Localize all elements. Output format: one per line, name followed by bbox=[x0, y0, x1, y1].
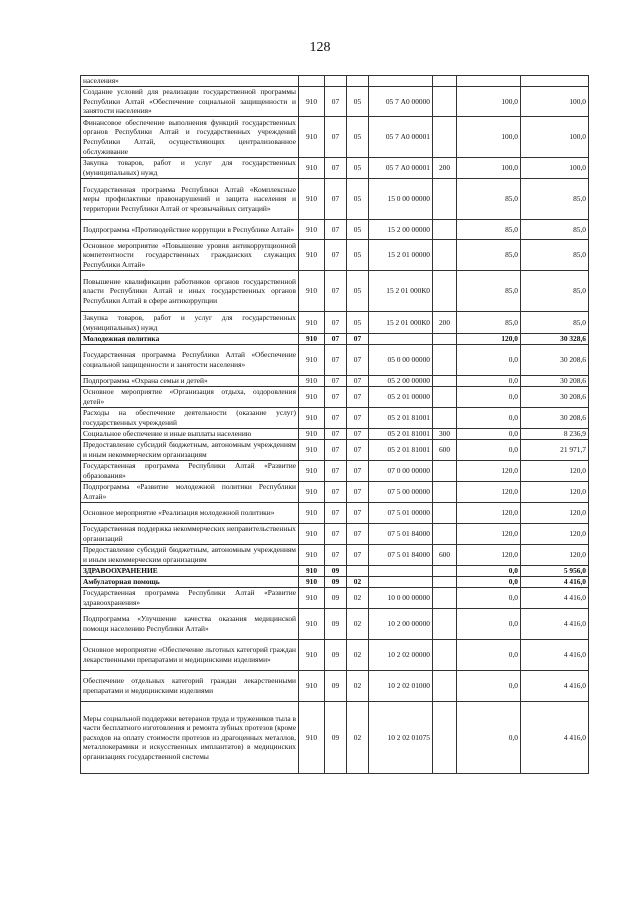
table-row bbox=[81, 566, 589, 577]
row-vr bbox=[433, 408, 457, 429]
row-value-1: 100,0 bbox=[457, 158, 521, 179]
table-row bbox=[81, 702, 589, 774]
row-rz: 07 bbox=[325, 334, 347, 345]
row-cs: 15 2 01 00000 bbox=[369, 240, 433, 271]
row-pr: 02 bbox=[347, 702, 369, 774]
row-value-1: 0,0 bbox=[457, 588, 521, 609]
table-row bbox=[81, 345, 589, 376]
row-value-2: 4 416,0 bbox=[521, 702, 589, 774]
row-rz: 07 bbox=[325, 376, 347, 387]
row-pr: 02 bbox=[347, 577, 369, 588]
row-name: Социальное обеспечение и иные выплаты населению bbox=[81, 429, 299, 440]
row-value-2: 4 416,0 bbox=[521, 671, 589, 702]
row-value-1: 0,0 bbox=[457, 387, 521, 408]
row-rz: 07 bbox=[325, 240, 347, 271]
row-cs: 10 2 02 01000 bbox=[369, 671, 433, 702]
row-value-2: 30 208,6 bbox=[521, 408, 589, 429]
row-cs: 15 2 01 000К0 bbox=[369, 271, 433, 312]
row-rz: 07 bbox=[325, 87, 347, 117]
table-row bbox=[81, 671, 589, 702]
row-pr: 07 bbox=[347, 440, 369, 461]
row-value-2: 100,0 bbox=[521, 117, 589, 158]
row-name: Амбулаторная помощь bbox=[81, 577, 299, 588]
row-cs: 05 2 01 00000 bbox=[369, 387, 433, 408]
row-name: Закупка товаров, работ и услуг для государственных (муниципальных) нужд bbox=[81, 312, 299, 334]
row-name: Меры социальной поддержки ветеранов труда и тружеников тыла в части бесплатного изготовления и ремонта зубных протезов (кроме расходов на оплату стоимости протезов из драгоценных металлов, металлокерамики и искусственных имплантатов) в медицинских организациях государственной системы bbox=[81, 702, 299, 774]
row-pr: 05 bbox=[347, 312, 369, 334]
row-cs bbox=[369, 76, 433, 87]
row-value-2: 4 416,0 bbox=[521, 609, 589, 640]
row-cs: 07 5 00 00000 bbox=[369, 482, 433, 503]
row-value-1: 85,0 bbox=[457, 220, 521, 240]
row-vr bbox=[433, 345, 457, 376]
row-rz: 09 bbox=[325, 577, 347, 588]
row-vr: 300 bbox=[433, 429, 457, 440]
row-cs: 07 5 01 84000 bbox=[369, 524, 433, 545]
table-row bbox=[81, 220, 589, 240]
row-value-1: 0,0 bbox=[457, 671, 521, 702]
row-value-1: 100,0 bbox=[457, 87, 521, 117]
row-value-1: 0,0 bbox=[457, 408, 521, 429]
row-gr bbox=[299, 76, 325, 87]
row-value-2: 120,0 bbox=[521, 482, 589, 503]
row-vr bbox=[433, 702, 457, 774]
row-rz: 07 bbox=[325, 387, 347, 408]
row-value-2: 120,0 bbox=[521, 503, 589, 524]
row-pr: 07 bbox=[347, 376, 369, 387]
row-value-2: 120,0 bbox=[521, 461, 589, 482]
row-value-1: 120,0 bbox=[457, 482, 521, 503]
row-cs bbox=[369, 334, 433, 345]
row-value-1 bbox=[457, 76, 521, 87]
row-value-1: 120,0 bbox=[457, 545, 521, 566]
row-name: Государственная программа Республики Алтай «Развитие здравоохранения» bbox=[81, 588, 299, 609]
row-cs: 05 7 А0 00000 bbox=[369, 87, 433, 117]
table-row bbox=[81, 482, 589, 503]
row-pr: 07 bbox=[347, 334, 369, 345]
table-row bbox=[81, 87, 589, 117]
row-vr: 200 bbox=[433, 158, 457, 179]
row-cs: 07 5 01 84000 bbox=[369, 545, 433, 566]
row-cs: 05 2 01 81001 bbox=[369, 440, 433, 461]
row-vr bbox=[433, 117, 457, 158]
row-cs: 07 5 01 00000 bbox=[369, 503, 433, 524]
row-rz: 07 bbox=[325, 158, 347, 179]
table-row bbox=[81, 387, 589, 408]
row-name: Подпрограмма «Улучшение качества оказания медицинской помощи населению Республики Алтай» bbox=[81, 609, 299, 640]
row-name: Расходы на обеспечение деятельности (оказание услуг) государственных учреждений bbox=[81, 408, 299, 429]
row-rz: 07 bbox=[325, 117, 347, 158]
row-gr: 910 bbox=[299, 87, 325, 117]
row-gr: 910 bbox=[299, 566, 325, 577]
row-value-2: 4 416,0 bbox=[521, 577, 589, 588]
row-pr: 05 bbox=[347, 158, 369, 179]
row-value-1: 0,0 bbox=[457, 429, 521, 440]
row-gr: 910 bbox=[299, 429, 325, 440]
row-gr: 910 bbox=[299, 387, 325, 408]
row-value-2: 85,0 bbox=[521, 271, 589, 312]
budget-table-body bbox=[81, 76, 589, 774]
row-cs: 10 2 02 00000 bbox=[369, 640, 433, 671]
row-cs: 05 7 А0 00001 bbox=[369, 158, 433, 179]
row-value-2: 5 956,0 bbox=[521, 566, 589, 577]
row-value-2: 100,0 bbox=[521, 87, 589, 117]
row-rz: 09 bbox=[325, 640, 347, 671]
row-value-1: 85,0 bbox=[457, 312, 521, 334]
row-value-1: 120,0 bbox=[457, 461, 521, 482]
row-cs: 10 2 02 01075 bbox=[369, 702, 433, 774]
row-cs: 05 0 00 00000 bbox=[369, 345, 433, 376]
table-row bbox=[81, 577, 589, 588]
row-cs: 05 2 01 81001 bbox=[369, 429, 433, 440]
row-vr bbox=[433, 524, 457, 545]
row-pr: 07 bbox=[347, 345, 369, 376]
row-gr: 910 bbox=[299, 240, 325, 271]
row-vr bbox=[433, 376, 457, 387]
table-row bbox=[81, 609, 589, 640]
row-name: Государственная программа Республики Алтай «Развитие образования» bbox=[81, 461, 299, 482]
row-vr bbox=[433, 577, 457, 588]
row-value-2: 85,0 bbox=[521, 312, 589, 334]
row-vr bbox=[433, 461, 457, 482]
table-row bbox=[81, 117, 589, 158]
row-rz: 07 bbox=[325, 524, 347, 545]
row-value-1: 100,0 bbox=[457, 117, 521, 158]
row-cs: 05 2 01 81001 bbox=[369, 408, 433, 429]
row-name: Подпрограмма «Противодействие коррупции в Республике Алтай» bbox=[81, 220, 299, 240]
row-value-1: 85,0 bbox=[457, 240, 521, 271]
row-vr bbox=[433, 387, 457, 408]
row-name: Основное мероприятие «Повышение уровня антикоррупционной компетентности государственных гражданских служащих Республики Алтай» bbox=[81, 240, 299, 271]
row-gr: 910 bbox=[299, 545, 325, 566]
row-value-2: 85,0 bbox=[521, 220, 589, 240]
row-vr bbox=[433, 87, 457, 117]
row-gr: 910 bbox=[299, 609, 325, 640]
row-pr: 05 bbox=[347, 220, 369, 240]
row-pr: 07 bbox=[347, 503, 369, 524]
row-name: Финансовое обеспечение выполнения функций государственных органов Республики Алтай и государственных учреждений Республики Алтай, осуществляющих централизованное обслуживание bbox=[81, 117, 299, 158]
row-rz: 09 bbox=[325, 588, 347, 609]
row-gr: 910 bbox=[299, 440, 325, 461]
row-name: Подпрограмма «Охрана семьи и детей» bbox=[81, 376, 299, 387]
row-pr: 02 bbox=[347, 671, 369, 702]
table-row bbox=[81, 588, 589, 609]
table-row bbox=[81, 240, 589, 271]
table-row bbox=[81, 334, 589, 345]
row-vr bbox=[433, 503, 457, 524]
table-row bbox=[81, 408, 589, 429]
row-cs: 05 2 00 00000 bbox=[369, 376, 433, 387]
row-rz: 09 bbox=[325, 609, 347, 640]
row-gr: 910 bbox=[299, 271, 325, 312]
row-name: Закупка товаров, работ и услуг для государственных (муниципальных) нужд bbox=[81, 158, 299, 179]
row-cs: 10 2 00 00000 bbox=[369, 609, 433, 640]
table-row bbox=[81, 312, 589, 334]
row-pr: 05 bbox=[347, 179, 369, 220]
table-row bbox=[81, 640, 589, 671]
row-rz: 09 bbox=[325, 566, 347, 577]
row-gr: 910 bbox=[299, 117, 325, 158]
row-pr: 07 bbox=[347, 545, 369, 566]
table-row bbox=[81, 76, 589, 87]
table-row bbox=[81, 545, 589, 566]
row-pr: 02 bbox=[347, 609, 369, 640]
row-cs: 15 2 00 00000 bbox=[369, 220, 433, 240]
row-rz: 07 bbox=[325, 461, 347, 482]
row-value-1: 0,0 bbox=[457, 577, 521, 588]
row-rz: 07 bbox=[325, 345, 347, 376]
row-value-1: 0,0 bbox=[457, 376, 521, 387]
row-value-1: 0,0 bbox=[457, 702, 521, 774]
row-vr: 600 bbox=[433, 440, 457, 461]
row-name: Основное мероприятие «Обеспечение льготных категорий граждан лекарственными препаратами и медицинскими изделиями» bbox=[81, 640, 299, 671]
row-name: Молодежная политика bbox=[81, 334, 299, 345]
row-vr bbox=[433, 220, 457, 240]
row-cs: 07 0 00 00000 bbox=[369, 461, 433, 482]
row-gr: 910 bbox=[299, 640, 325, 671]
row-pr: 02 bbox=[347, 640, 369, 671]
row-gr: 910 bbox=[299, 482, 325, 503]
row-pr: 05 bbox=[347, 271, 369, 312]
row-vr bbox=[433, 566, 457, 577]
row-value-1: 120,0 bbox=[457, 334, 521, 345]
row-value-2: 30 328,6 bbox=[521, 334, 589, 345]
row-cs: 05 7 А0 00001 bbox=[369, 117, 433, 158]
row-name: ЗДРАВООХРАНЕНИЕ bbox=[81, 566, 299, 577]
row-gr: 910 bbox=[299, 345, 325, 376]
row-pr: 02 bbox=[347, 588, 369, 609]
row-vr bbox=[433, 76, 457, 87]
row-rz bbox=[325, 76, 347, 87]
row-vr: 200 bbox=[433, 312, 457, 334]
row-value-1: 0,0 bbox=[457, 345, 521, 376]
row-cs: 15 0 00 00000 bbox=[369, 179, 433, 220]
row-rz: 07 bbox=[325, 179, 347, 220]
row-pr bbox=[347, 76, 369, 87]
row-rz: 07 bbox=[325, 408, 347, 429]
row-value-2: 85,0 bbox=[521, 179, 589, 220]
row-gr: 910 bbox=[299, 408, 325, 429]
row-name: Государственная поддержка некоммерческих неправительственных организаций bbox=[81, 524, 299, 545]
row-name: Предоставление субсидий бюджетным, автономным учреждениям и иным некоммерческим организациям bbox=[81, 545, 299, 566]
row-cs: 15 2 01 000К0 bbox=[369, 312, 433, 334]
row-value-1: 0,0 bbox=[457, 640, 521, 671]
row-value-2: 120,0 bbox=[521, 524, 589, 545]
row-rz: 09 bbox=[325, 702, 347, 774]
row-rz: 07 bbox=[325, 440, 347, 461]
row-rz: 07 bbox=[325, 271, 347, 312]
row-gr: 910 bbox=[299, 588, 325, 609]
row-gr: 910 bbox=[299, 461, 325, 482]
row-gr: 910 bbox=[299, 334, 325, 345]
row-cs bbox=[369, 566, 433, 577]
row-value-2: 8 236,9 bbox=[521, 429, 589, 440]
row-gr: 910 bbox=[299, 702, 325, 774]
table-row bbox=[81, 524, 589, 545]
row-value-1: 0,0 bbox=[457, 609, 521, 640]
row-vr bbox=[433, 640, 457, 671]
row-rz: 07 bbox=[325, 220, 347, 240]
row-vr bbox=[433, 179, 457, 220]
row-name: населения» bbox=[81, 76, 299, 87]
row-value-1: 0,0 bbox=[457, 566, 521, 577]
row-value-1: 120,0 bbox=[457, 503, 521, 524]
table-row bbox=[81, 503, 589, 524]
row-value-2: 30 208,6 bbox=[521, 376, 589, 387]
row-gr: 910 bbox=[299, 220, 325, 240]
table-row bbox=[81, 158, 589, 179]
row-vr bbox=[433, 240, 457, 271]
table-row bbox=[81, 179, 589, 220]
row-pr: 05 bbox=[347, 87, 369, 117]
row-name: Основное мероприятие «Организация отдыха, оздоровления детей» bbox=[81, 387, 299, 408]
row-value-2 bbox=[521, 76, 589, 87]
table-row bbox=[81, 440, 589, 461]
row-value-2: 4 416,0 bbox=[521, 588, 589, 609]
row-rz: 07 bbox=[325, 429, 347, 440]
row-pr: 05 bbox=[347, 240, 369, 271]
row-pr: 05 bbox=[347, 117, 369, 158]
table-row bbox=[81, 376, 589, 387]
row-value-2: 85,0 bbox=[521, 240, 589, 271]
row-vr bbox=[433, 482, 457, 503]
row-pr: 07 bbox=[347, 461, 369, 482]
row-value-2: 30 208,6 bbox=[521, 387, 589, 408]
row-pr: 07 bbox=[347, 429, 369, 440]
row-gr: 910 bbox=[299, 524, 325, 545]
row-vr bbox=[433, 271, 457, 312]
row-value-2: 21 971,7 bbox=[521, 440, 589, 461]
table-row bbox=[81, 429, 589, 440]
row-name: Государственная программа Республики Алтай «Обеспечение социальной защищенности и занятости населения» bbox=[81, 345, 299, 376]
row-vr: 600 bbox=[433, 545, 457, 566]
row-name: Повышение квалификации работников органов государственной власти Республики Алтай и иных государственных органов Республики Алтай в сфере антикоррупции bbox=[81, 271, 299, 312]
page-number: 128 bbox=[309, 40, 331, 55]
row-value-1: 85,0 bbox=[457, 179, 521, 220]
row-pr: 07 bbox=[347, 482, 369, 503]
row-rz: 07 bbox=[325, 482, 347, 503]
row-name: Подпрограмма «Развитие молодежной политики Республики Алтай» bbox=[81, 482, 299, 503]
row-rz: 09 bbox=[325, 671, 347, 702]
row-cs bbox=[369, 577, 433, 588]
row-value-2: 4 416,0 bbox=[521, 640, 589, 671]
row-gr: 910 bbox=[299, 158, 325, 179]
row-name: Основное мероприятие «Реализация молодежной политики» bbox=[81, 503, 299, 524]
row-rz: 07 bbox=[325, 503, 347, 524]
row-vr bbox=[433, 334, 457, 345]
row-pr: 07 bbox=[347, 387, 369, 408]
row-gr: 910 bbox=[299, 312, 325, 334]
row-rz: 07 bbox=[325, 312, 347, 334]
row-gr: 910 bbox=[299, 503, 325, 524]
table-row bbox=[81, 461, 589, 482]
row-vr bbox=[433, 609, 457, 640]
row-value-2: 120,0 bbox=[521, 545, 589, 566]
table-row bbox=[81, 271, 589, 312]
row-name: Предоставление субсидий бюджетным, автономным учреждениям и иным некоммерческим организациям bbox=[81, 440, 299, 461]
row-gr: 910 bbox=[299, 376, 325, 387]
row-value-2: 30 208,6 bbox=[521, 345, 589, 376]
row-gr: 910 bbox=[299, 179, 325, 220]
row-rz: 07 bbox=[325, 545, 347, 566]
budget-table bbox=[80, 75, 589, 774]
row-cs: 10 0 00 00000 bbox=[369, 588, 433, 609]
row-gr: 910 bbox=[299, 577, 325, 588]
row-vr bbox=[433, 588, 457, 609]
row-name: Обеспечение отдельных категорий граждан лекарственными препаратами и медицинскими изделиями bbox=[81, 671, 299, 702]
row-pr: 07 bbox=[347, 408, 369, 429]
row-name: Государственная программа Республики Алтай «Комплексные меры профилактики правонарушений и защита населения и территории Республики Алтай от чрезвычайных ситуаций» bbox=[81, 179, 299, 220]
row-value-2: 100,0 bbox=[521, 158, 589, 179]
row-name: Создание условий для реализации государственной программы Республики Алтай «Обеспечение социальной защищенности и занятости населения» bbox=[81, 87, 299, 117]
row-value-1: 85,0 bbox=[457, 271, 521, 312]
row-pr: 07 bbox=[347, 524, 369, 545]
row-vr bbox=[433, 671, 457, 702]
row-pr bbox=[347, 566, 369, 577]
row-gr: 910 bbox=[299, 671, 325, 702]
row-value-1: 120,0 bbox=[457, 524, 521, 545]
row-value-1: 0,0 bbox=[457, 440, 521, 461]
